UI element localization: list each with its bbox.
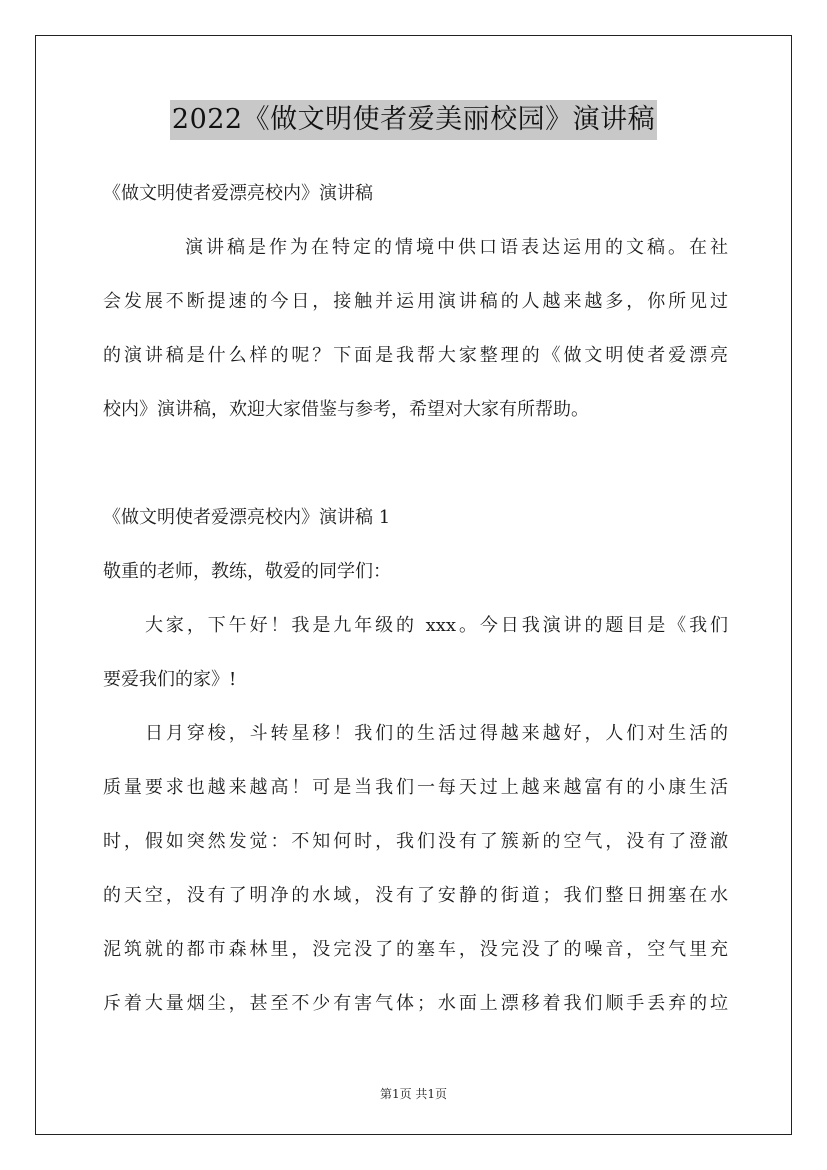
title-wrap <box>0 100 827 140</box>
document-title: 2022《做文明使者爱美丽校园》演讲稿 <box>170 100 657 140</box>
paragraph-line: 泥筑就的都市森林里，没完没了的塞车，没完没了的噪音，空气里充 <box>103 939 728 960</box>
paragraph-line: 的天空，没有了明净的水域，没有了安静的街道；我们整日拥塞在水 <box>103 885 728 906</box>
section-heading: 《做文明使者爱漂亮校内》演讲稿 1 <box>103 507 391 528</box>
paragraph-line: 要爱我们的家》! <box>103 669 237 690</box>
paragraph-line: 时，假如突然发觉：不知何时，我们没有了簇新的空气，没有了澄澈 <box>103 831 728 852</box>
greeting: 敬重的老师，教练，敬爱的同学们： <box>103 561 391 582</box>
paragraph-line: 斥着大量烟尘，甚至不少有害气体；水面上漂移着我们顺手丢弃的垃 <box>103 993 728 1014</box>
paragraph-line: 大家，下午好！我是九年级的 xxx。今日我演讲的题目是《我们 <box>145 615 728 636</box>
paragraph-line: 质量要求也越来越高！可是当我们一每天过上越来越富有的小康生活 <box>103 777 728 798</box>
paragraph-line: 日月穿梭，斗转星移！我们的生活过得越来越好，人们对生活的 <box>145 723 728 744</box>
subtitle: 《做文明使者爱漂亮校内》演讲稿 <box>103 183 373 204</box>
intro-line: 演讲稿是作为在特定的情境中供口语表达运用的文稿。在社 <box>185 237 728 258</box>
page-footer: 第1页 共1页 <box>379 1087 448 1101</box>
intro-line: 校内》演讲稿，欢迎大家借鉴与参考，希望对大家有所帮助。 <box>103 399 589 420</box>
intro-line: 会发展不断提速的今日，接触并运用演讲稿的人越来越多，你所见过 <box>103 291 728 312</box>
intro-line: 的演讲稿是什么样的呢？下面是我帮大家整理的《做文明使者爱漂亮 <box>103 345 728 366</box>
